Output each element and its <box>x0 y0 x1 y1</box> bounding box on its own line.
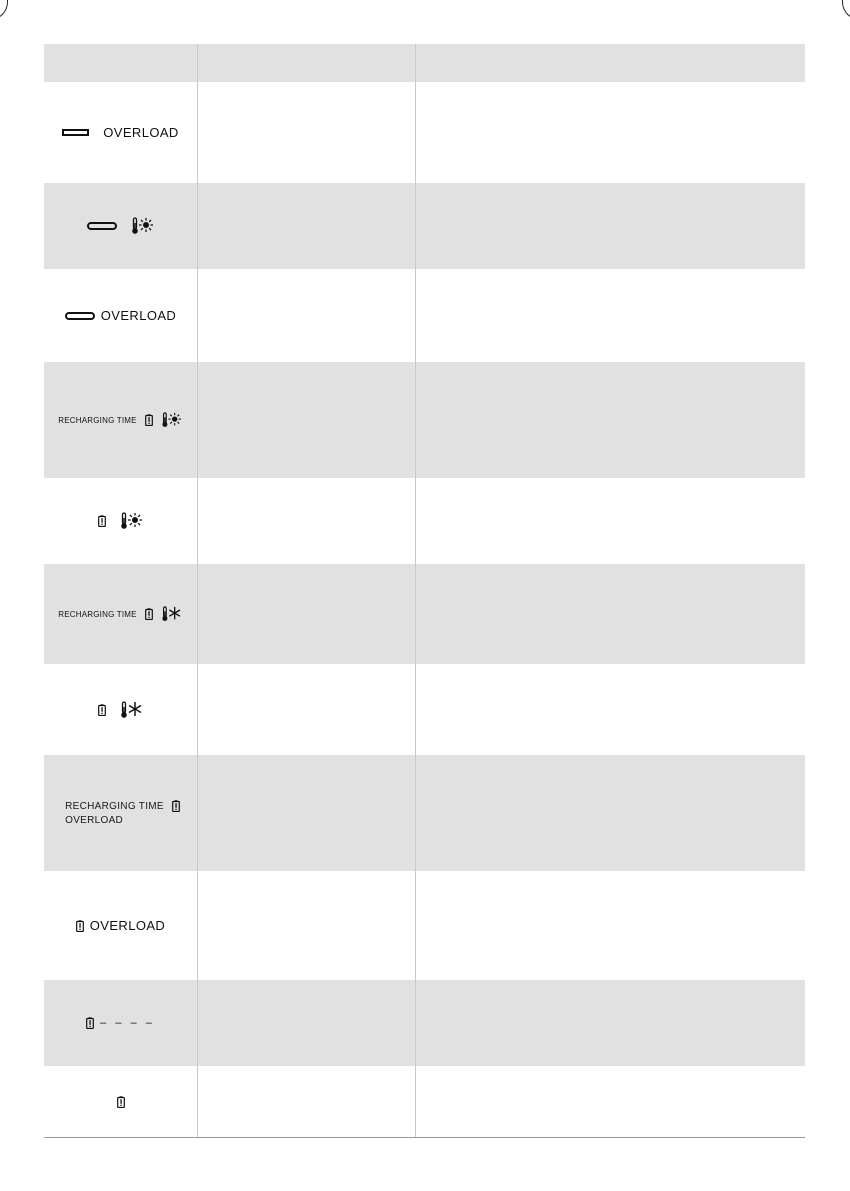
solution-cell <box>415 82 805 183</box>
meaning-cell <box>197 1066 415 1138</box>
meaning-cell <box>197 269 415 362</box>
indicator-dashes: – – – – <box>100 1017 155 1029</box>
header-cell-indicator <box>44 44 197 82</box>
crop-mark-left <box>0 0 8 20</box>
table-row <box>44 755 805 871</box>
indicator-cell <box>44 980 197 1066</box>
meaning-cell <box>197 755 415 871</box>
indicator-text: OVERLOAD <box>103 125 179 140</box>
table-row <box>44 82 805 183</box>
indicator-cell <box>44 664 197 755</box>
indicator-cell <box>44 1066 197 1138</box>
meaning-cell <box>197 183 415 269</box>
usb-c-port-icon <box>87 222 117 230</box>
indicator-text: RECHARGING TIME <box>58 415 137 425</box>
indicator-cell <box>44 183 197 269</box>
header-cell-meaning <box>197 44 415 82</box>
solution-cell <box>415 1066 805 1138</box>
solution-cell <box>415 871 805 980</box>
solution-cell <box>415 564 805 664</box>
crop-marks <box>0 0 850 20</box>
meaning-cell <box>197 478 415 564</box>
solution-cell <box>415 362 805 478</box>
indicator-text-line1: RECHARGING TIME <box>65 800 164 812</box>
table-row <box>44 478 805 564</box>
meaning-cell <box>197 980 415 1066</box>
battery-alert-icon <box>145 414 153 426</box>
meaning-cell <box>197 664 415 755</box>
indicator-cell <box>44 362 197 478</box>
meaning-cell <box>197 362 415 478</box>
indicator-text: RECHARGING TIME <box>58 609 137 619</box>
table-row <box>44 564 805 664</box>
usb-a-port-icon <box>62 129 89 136</box>
solution-cell <box>415 478 805 564</box>
indicator-text: OVERLOAD <box>89 918 166 933</box>
usb-c-port-icon <box>65 312 95 320</box>
meaning-cell <box>197 564 415 664</box>
table-row <box>44 1066 805 1138</box>
solution-cell <box>415 664 805 755</box>
thermometer-cold-icon <box>161 606 183 622</box>
indicator-table <box>44 44 805 1138</box>
solution-cell <box>415 183 805 269</box>
table-bottom-rule <box>44 1137 805 1138</box>
thermometer-heat-icon <box>131 217 155 235</box>
table-row <box>44 871 805 980</box>
table-header <box>44 44 805 82</box>
battery-alert-icon <box>86 1017 94 1029</box>
battery-alert-icon <box>98 515 106 527</box>
solution-cell <box>415 269 805 362</box>
indicator-text-line2: OVERLOAD <box>65 815 124 826</box>
battery-alert-icon <box>117 1096 125 1108</box>
table-row <box>44 269 805 362</box>
solution-cell <box>415 980 805 1066</box>
table-row <box>44 980 805 1066</box>
battery-alert-icon <box>172 800 180 812</box>
battery-alert-icon <box>76 920 84 932</box>
thermometer-heat-icon <box>161 412 183 428</box>
thermometer-heat-icon <box>120 512 144 530</box>
header-cell-solution <box>415 44 805 82</box>
thermometer-cold-icon <box>120 701 144 719</box>
meaning-cell <box>197 871 415 980</box>
crop-mark-right <box>842 0 850 20</box>
table-row <box>44 183 805 269</box>
solution-cell <box>415 755 805 871</box>
table-row <box>44 362 805 478</box>
indicator-cell <box>44 755 197 871</box>
indicator-cell <box>44 564 197 664</box>
indicator-text: OVERLOAD <box>100 308 177 323</box>
meaning-cell <box>197 82 415 183</box>
indicator-cell <box>44 82 197 183</box>
battery-alert-icon <box>145 608 153 620</box>
indicator-cell <box>44 871 197 980</box>
table-row <box>44 664 805 755</box>
indicator-cell <box>44 478 197 564</box>
battery-alert-icon <box>98 704 106 716</box>
indicator-cell <box>44 269 197 362</box>
